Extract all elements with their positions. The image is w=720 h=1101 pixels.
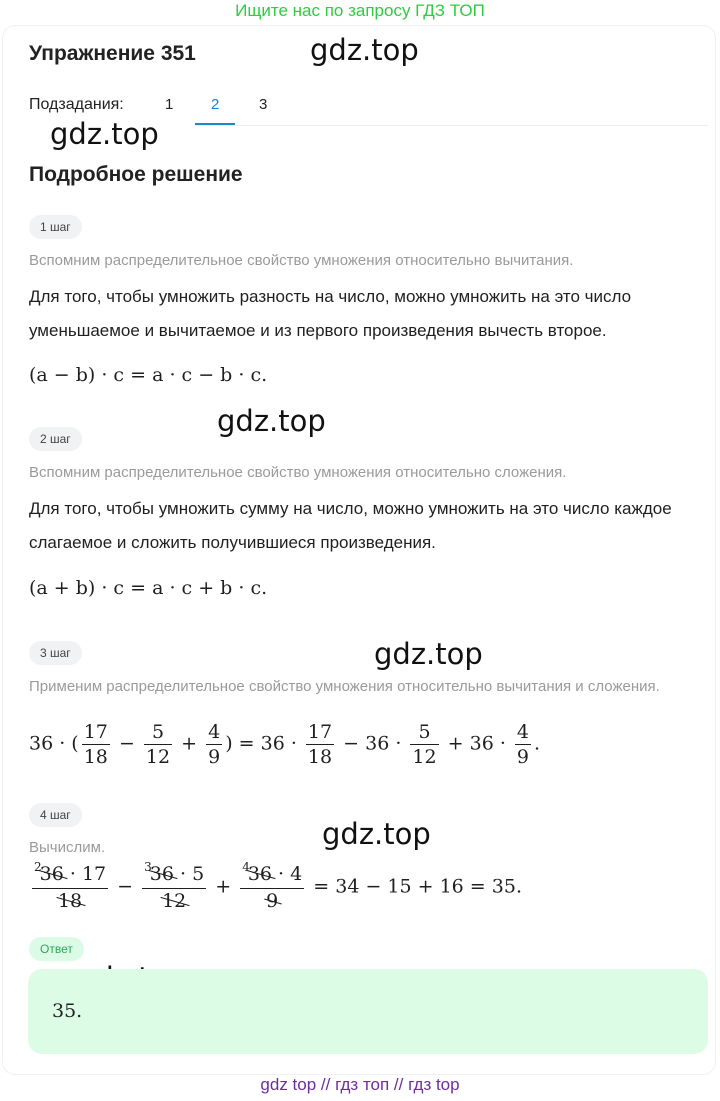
- tab-subtask-1[interactable]: 1: [165, 96, 174, 113]
- tabs-divider: [195, 125, 708, 126]
- step-text: Для того, чтобы умножить сумму на число, можно умножить на это число каждое слагаемое и сложить получившиеся произведения.: [29, 499, 672, 552]
- step-hint: Вспомним распределительное свойство умножения относительно сложения.: [29, 464, 567, 481]
- step-hint: Вычислим.: [29, 839, 106, 856]
- step-badge: 2 шаг: [29, 427, 82, 451]
- step-formula: (a + b) · c = a · c + b · c.: [29, 577, 268, 599]
- step-hint: Применим распределительное свойство умножения относительно вычитания и сложения.: [29, 678, 660, 695]
- fraction: $\frac{5}{12}$: [145, 721, 171, 768]
- fraction: $\frac{4}{9}$: [516, 721, 530, 768]
- tab-subtask-3[interactable]: 3: [259, 96, 268, 113]
- step-badge: 1 шаг: [29, 215, 82, 239]
- watermark: gdz.top: [50, 117, 159, 151]
- watermark: gdz.top: [310, 33, 419, 67]
- answer-box: [28, 969, 708, 1054]
- fraction: $\frac{17}{18}$: [83, 721, 108, 768]
- footer-links[interactable]: gdz top // гдз топ // гдз top: [260, 1075, 460, 1094]
- answer-value: 35.: [52, 1000, 83, 1022]
- step-formula: 36 · ( $\frac{17}{18}$ − $\frac{5}{12}$ + $\frac{4}{9}$ ) = 36 · $\frac{17}{18}$ − 36 · $\frac{5}{12}$ + 36 · $\frac{4}{9}$ .: [29, 721, 541, 768]
- fraction: $\frac{^336 \cdot 5}{12}$: [144, 860, 205, 912]
- formula-coef: 36: [365, 732, 390, 755]
- step-formula: $\frac{^236 \cdot 17}{18}$ − $\frac{^336 \cdot 5}{12}$ + $\frac{^436 \cdot 4}{9}$ = 34 − 15 + 16 = 35.: [34, 860, 522, 912]
- exercise-title: Упражнение 351: [29, 42, 196, 65]
- fraction: $\frac{^236 \cdot 17}{18}$: [34, 860, 107, 912]
- watermark: gdz.top: [322, 817, 431, 851]
- step-formula: (a − b) · c = a · c − b · c.: [29, 364, 268, 386]
- step-hint: Вспомним распределительное свойство умножения относительно вычитания.: [29, 252, 574, 269]
- formula-coef: 36: [29, 732, 54, 755]
- tab-subtask-2[interactable]: 2: [211, 96, 220, 113]
- watermark: gdz.top: [217, 404, 326, 438]
- formula-coef: 36: [469, 732, 494, 755]
- step-badge: 3 шаг: [29, 641, 82, 665]
- fraction: $\frac{4}{9}$: [208, 721, 221, 768]
- fraction: $\frac{17}{18}$: [307, 721, 333, 768]
- section-title: Подробное решение: [29, 163, 243, 186]
- search-banner: Ищите нас по запросу ГДЗ ТОП: [235, 1, 485, 20]
- fraction: $\frac{^436 \cdot 4}{9}$: [242, 860, 303, 912]
- formula-result: = 34 − 15 + 16 = 35.: [313, 875, 522, 898]
- active-tab-indicator: [195, 123, 235, 125]
- formula-coef: 36: [260, 732, 285, 755]
- fraction: $\frac{5}{12}$: [412, 721, 437, 768]
- step-badge: 4 шаг: [29, 803, 82, 827]
- answer-badge: Ответ: [29, 937, 84, 961]
- step-text: Для того, чтобы умножить разность на число, можно умножить на это число уменьшаемое и вычитаемое и из первого произведения вычесть второе.: [29, 287, 632, 340]
- watermark: gdz.top: [374, 637, 483, 671]
- subtasks-label: Подзадания:: [29, 96, 124, 113]
